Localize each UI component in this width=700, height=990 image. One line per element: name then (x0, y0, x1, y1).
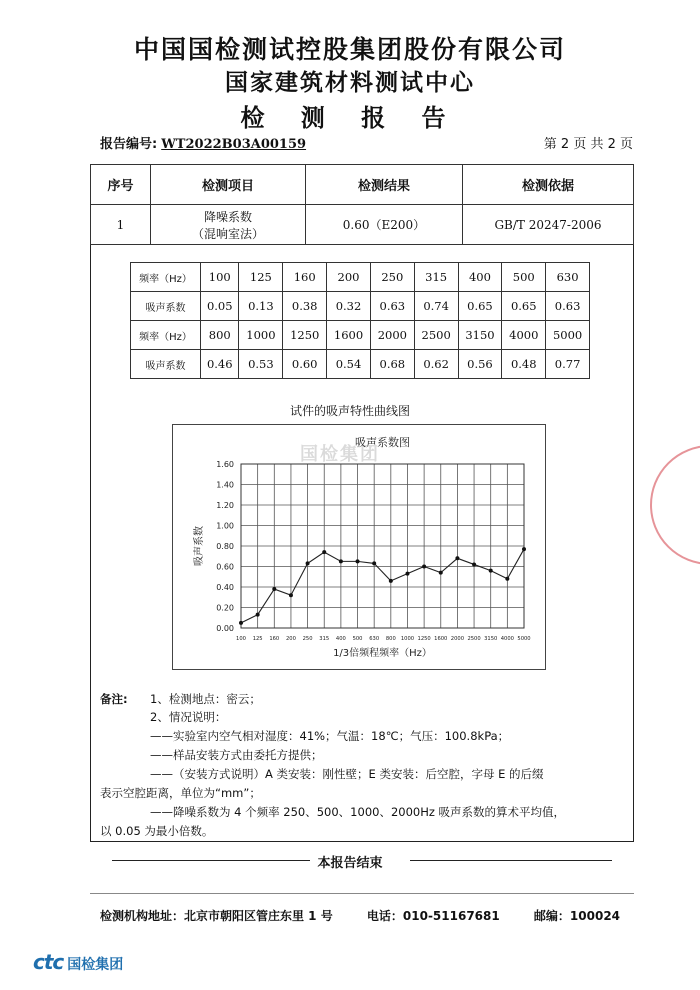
data-point (239, 621, 243, 625)
y-tick-label: 0.40 (216, 583, 234, 592)
x-tick-label: 315 (319, 636, 330, 642)
header-result: 检测结果 (306, 165, 463, 205)
report-number (100, 133, 306, 152)
coef-cell: 0.65 (502, 292, 546, 321)
freq-cell: 3150 (458, 321, 502, 350)
y-axis-label: 吸声系数 (194, 526, 205, 566)
y-tick-label: 1.00 (216, 521, 234, 531)
coef-cell: 0.38 (283, 292, 327, 321)
row-item-line1: 降噪系数 (203, 209, 252, 224)
note-line: ——降噪系数为 4 个频率 250、500、1000、2000Hz 吸声系数的算术平均值， (150, 805, 566, 819)
y-tick-label: 1.20 (216, 501, 234, 510)
watermark-text: 国检集团 (300, 444, 380, 465)
company-logo (33, 950, 123, 974)
table-header-row (91, 165, 634, 205)
table-row (91, 205, 634, 245)
x-tick-label: 500 (352, 636, 363, 642)
freq-cell: 630 (546, 263, 590, 292)
x-tick-label: 160 (269, 636, 280, 642)
end-of-report: 本报告结束 (317, 856, 383, 871)
chart-title: 吸声系数图 (355, 436, 410, 449)
chart-caption: 试件的吸声特性曲线图 (289, 404, 410, 418)
header-basis: 检测依据 (463, 165, 634, 205)
note-line: ——样品安装方式由委托方提供； (150, 748, 323, 762)
x-tick-label: 125 (252, 636, 263, 642)
page-info: 第 2 页 共 2 页 (543, 137, 633, 152)
coef-cell: 0.74 (414, 292, 458, 321)
data-point (256, 613, 260, 617)
y-tick-label: 0.80 (216, 542, 234, 551)
coef-cell: 0.32 (327, 292, 371, 321)
coef-cell: 0.48 (502, 350, 546, 379)
freq-cell: 4000 (502, 321, 546, 350)
x-tick-label: 630 (369, 636, 380, 642)
x-tick-label: 800 (385, 636, 396, 642)
note-line: 2、情况说明： (150, 710, 227, 724)
data-point (455, 556, 459, 560)
freq-label: 频率（Hz） (131, 321, 201, 350)
footer-divider (90, 893, 634, 894)
freq-cell: 200 (327, 263, 371, 292)
freq-cell: 2500 (414, 321, 458, 350)
footer-address: 检测机构地址：北京市朝阳区管庄东里 1 号 (100, 909, 333, 923)
x-tick-label: 1250 (417, 636, 431, 642)
data-point (505, 577, 509, 581)
data-point (322, 550, 326, 554)
coef-row-2 (131, 350, 590, 379)
freq-cell: 160 (283, 263, 327, 292)
freq-cell: 1250 (283, 321, 327, 350)
data-point (522, 547, 526, 551)
data-point (306, 561, 310, 565)
row-basis: GB/T 20247-2006 (463, 205, 634, 245)
row-item-line2: （混响室法） (191, 226, 264, 241)
notes-label: 备注: (100, 692, 128, 706)
coef-label: 吸声系数 (131, 350, 201, 379)
main-result-table (90, 164, 634, 245)
coef-cell: 0.13 (239, 292, 283, 321)
coef-cell: 0.62 (414, 350, 458, 379)
x-tick-label: 1000 (400, 636, 415, 642)
coef-cell: 0.60 (283, 350, 327, 379)
data-point (439, 571, 443, 575)
freq-cell: 100 (201, 263, 239, 292)
x-axis-label: 1/3倍频程频率（Hz） (333, 648, 432, 659)
data-point (472, 562, 476, 566)
freq-cell: 400 (458, 263, 502, 292)
freq-cell: 1000 (239, 321, 283, 350)
data-point (489, 569, 493, 573)
series-line (241, 549, 524, 623)
data-point (272, 587, 276, 591)
coef-cell: 0.65 (458, 292, 502, 321)
freq-cell: 2000 (370, 321, 414, 350)
x-tick-label: 2500 (467, 636, 481, 642)
data-point (339, 559, 343, 563)
coef-cell: 0.54 (327, 350, 371, 379)
logo-text: 国检集团 (67, 957, 124, 973)
data-point (289, 593, 293, 597)
report-number-value: WT2022B03A00159 (161, 137, 307, 152)
x-tick-label: 1600 (434, 636, 448, 642)
seal-stamp-icon (650, 445, 700, 565)
row-result: 0.60（E200） (306, 205, 463, 245)
freq-row-1 (131, 263, 590, 292)
footer-zip: 邮编：100024 (533, 909, 621, 923)
freq-row-2 (131, 321, 590, 350)
x-tick-label: 400 (335, 636, 346, 642)
y-tick-label: 1.60 (216, 460, 234, 469)
freq-cell: 315 (414, 263, 458, 292)
freq-cell: 800 (201, 321, 239, 350)
note-line: 以 0.05 为最小倍数。 (100, 824, 214, 838)
freq-cell: 5000 (546, 321, 590, 350)
x-tick-label: 200 (285, 636, 296, 642)
y-tick-label: 0.60 (216, 562, 234, 572)
footer-info (100, 907, 650, 924)
coef-cell: 0.46 (201, 350, 239, 379)
note-line: 1、检测地点：密云； (150, 692, 261, 706)
document-title: 检 测 报 告 (240, 104, 460, 132)
data-point (422, 565, 426, 569)
x-tick-label: 100 (236, 636, 246, 642)
row-no: 1 (91, 205, 151, 245)
data-point (372, 561, 376, 565)
coef-cell: 0.53 (239, 350, 283, 379)
note-line: 表示空腔距离，单位为“mm”； (100, 786, 261, 800)
coef-row-1 (131, 292, 590, 321)
data-point (405, 572, 409, 576)
coef-cell: 0.77 (546, 350, 590, 379)
freq-label: 频率（Hz） (131, 263, 201, 292)
header-item: 检测项目 (151, 165, 306, 205)
center-title: 国家建筑材料测试中心 (225, 70, 475, 96)
freq-cell: 125 (239, 263, 283, 292)
company-title: 中国国检测试控股集团股份有限公司 (133, 35, 566, 64)
data-point (389, 579, 393, 583)
coef-cell: 0.56 (458, 350, 502, 379)
freq-cell: 500 (502, 263, 546, 292)
y-tick-label: 1.40 (216, 480, 234, 490)
note-line: ——实验室内空气相对湿度：41%；气温：18℃；气压：100.8kPa； (150, 729, 510, 743)
frequency-table (130, 262, 590, 379)
coef-label: 吸声系数 (131, 292, 201, 321)
note-line: ——（安装方式说明）A 类安装：刚性壁；E 类安装：后空腔，字母 E 的后缀 (150, 767, 544, 781)
header-no: 序号 (91, 165, 151, 205)
x-tick-label: 2000 (450, 636, 465, 642)
freq-cell: 250 (370, 263, 414, 292)
x-tick-label: 250 (302, 636, 313, 642)
x-tick-label: 5000 (517, 636, 531, 642)
freq-cell: 1600 (327, 321, 371, 350)
coef-cell: 0.63 (546, 292, 590, 321)
x-tick-label: 3150 (484, 636, 498, 642)
y-tick-label: 0.20 (216, 603, 234, 613)
report-number-label: 报告编号: (100, 137, 158, 152)
data-point (356, 559, 360, 563)
row-item (151, 205, 306, 245)
logo-mark-icon: ctc (33, 950, 64, 974)
coef-cell: 0.68 (370, 350, 414, 379)
x-tick-label: 4000 (500, 636, 514, 642)
footer-phone: 电话：010-51167681 (366, 909, 500, 923)
y-tick-label: 0.00 (216, 624, 234, 633)
coef-cell: 0.63 (370, 292, 414, 321)
coef-cell: 0.05 (201, 292, 239, 321)
